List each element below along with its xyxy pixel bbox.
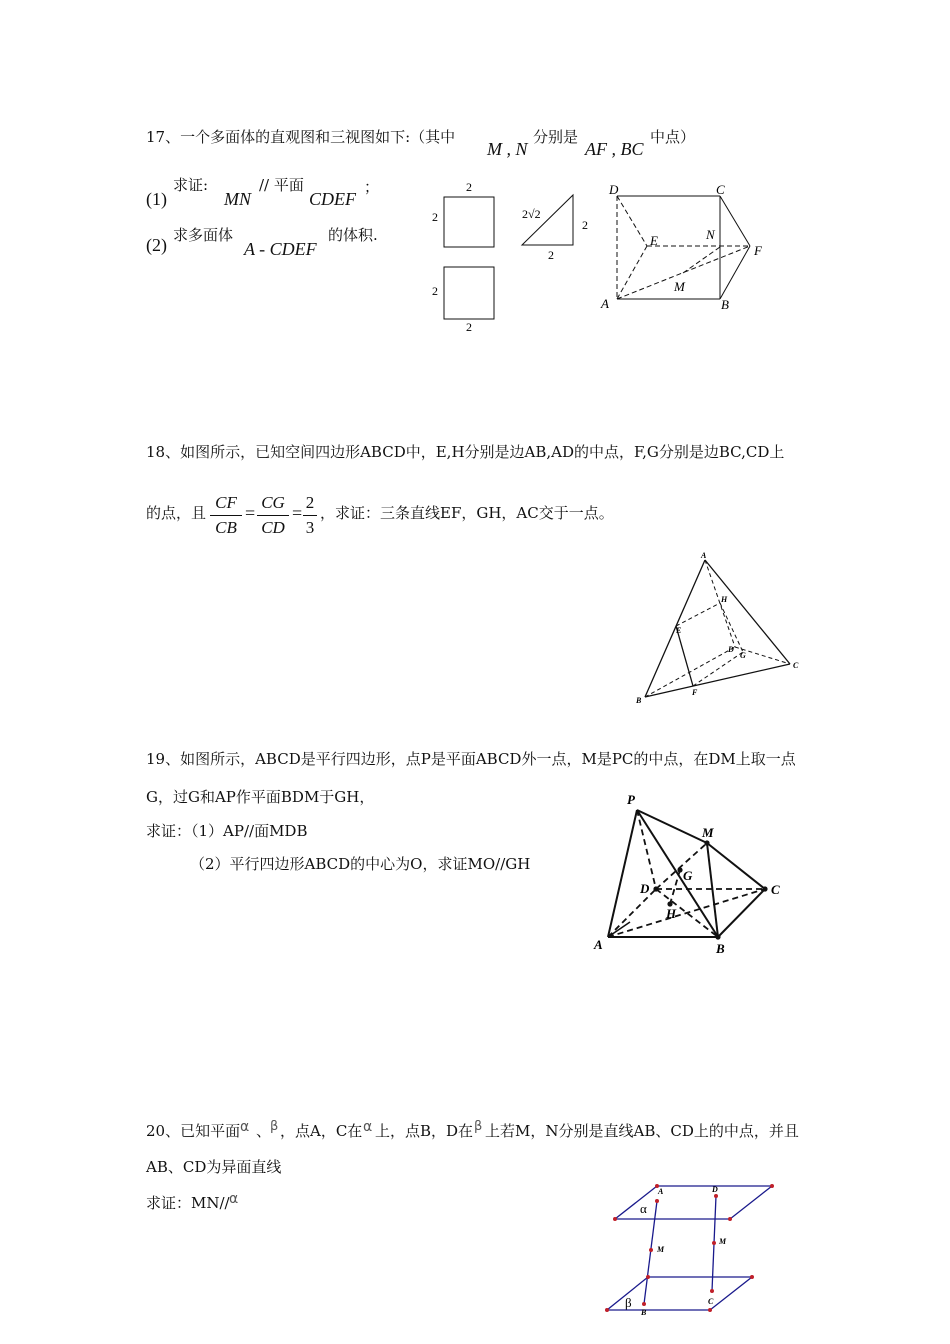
side-view-hyp-dim: 2√2 bbox=[522, 207, 541, 221]
q17-part2-number: (2) bbox=[146, 235, 167, 255]
q19-line1: 19、如图所示，ABCD是平行四边形，点P是平面ABCD外一点，M是PC的中点，在DM上取一点 bbox=[146, 750, 796, 768]
q20-label-d: D bbox=[712, 1185, 718, 1194]
q18-label-a: A bbox=[701, 551, 707, 560]
q20-line2: AB、CD为异面直线 bbox=[146, 1158, 282, 1176]
top-view-bottom-dim: 2 bbox=[466, 320, 472, 334]
q19-pyramid-figure bbox=[590, 790, 790, 955]
solid-label-f: F bbox=[754, 243, 762, 258]
front-view-square bbox=[444, 197, 494, 247]
q17-sep-text: 分别是 bbox=[533, 128, 579, 146]
q18-label-b: B bbox=[636, 696, 642, 705]
q20-line3: 求证：MN// bbox=[146, 1194, 230, 1212]
solid-label-d: D bbox=[609, 182, 619, 197]
solid-label-c: C bbox=[716, 182, 725, 197]
q17-part1-number: (1) bbox=[146, 189, 167, 209]
solid-label-a: A bbox=[601, 296, 609, 311]
q20-label-a: A bbox=[658, 1187, 664, 1196]
q20-label-b: B bbox=[641, 1308, 647, 1317]
side-view-bottom-dim: 2 bbox=[548, 248, 554, 262]
q18-line1: 18、如图所示，已知空间四边形ABCD中，E,H分别是边AB,AD的中点，F,G分别是边BC,CD上 bbox=[146, 443, 785, 461]
q18-label-f: F bbox=[692, 688, 698, 697]
q17-part1-parallel: // 平面 bbox=[259, 176, 304, 194]
q19-line2: G，过G和AP作平面BDM于GH， bbox=[146, 788, 375, 806]
q18-eq-1: = bbox=[245, 503, 256, 523]
q20-planes-figure bbox=[600, 1180, 790, 1320]
q18-fraction-two-thirds: 2 3 bbox=[303, 493, 317, 538]
q17-afbc-var: AF , BC bbox=[585, 139, 644, 159]
q17-part1-mn: MN bbox=[224, 189, 251, 209]
q20-label-m-right: M bbox=[719, 1237, 727, 1246]
q18-label-e: E bbox=[676, 626, 682, 635]
q17-part1-end: ； bbox=[364, 178, 380, 196]
q20-line1-a: 20、已知平面 bbox=[146, 1122, 241, 1140]
q17-three-views bbox=[420, 175, 600, 335]
q19-label-d: D bbox=[640, 881, 650, 896]
q20-dun: 、 bbox=[256, 1122, 272, 1140]
side-view-right-dim: 2 bbox=[582, 218, 588, 232]
q19-label-m: M bbox=[702, 825, 714, 840]
q20-beta-1: β bbox=[270, 1119, 279, 1134]
q18-eq-2: = bbox=[292, 503, 303, 523]
q20-line1-d: 上若M，N分别是直线AB、CD上的中点，并且 bbox=[485, 1122, 799, 1140]
q20-alpha-3: α bbox=[229, 1191, 239, 1207]
q20-label-alpha: α bbox=[640, 1201, 647, 1216]
q19-label-p: P bbox=[627, 792, 635, 807]
q20-line1-c: 上，点B，D在 bbox=[375, 1122, 474, 1140]
solid-label-n: N bbox=[706, 227, 715, 242]
q19-label-h: H bbox=[666, 906, 677, 921]
q20-label-m-left: M bbox=[657, 1245, 665, 1254]
q19-label-g: G bbox=[683, 868, 693, 883]
q19-label-c: C bbox=[771, 882, 780, 897]
q18-tetrahedron-figure bbox=[630, 550, 810, 710]
q18-fraction-cf-cb: CF CB bbox=[210, 493, 242, 538]
q20-label-beta: β bbox=[625, 1295, 632, 1310]
solid-label-b: B bbox=[721, 297, 729, 312]
q20-line1-b: ，点A，C在 bbox=[280, 1122, 363, 1140]
q17-solid-figure bbox=[600, 183, 770, 318]
q18-fraction-cg-cd: CG CD bbox=[257, 493, 289, 538]
q18-line2-b: ，求证：三条直线EF，GH，AC交于一点。 bbox=[320, 504, 614, 522]
q17-heading: 17、一个多面体的直观图和三视图如下:（其中 bbox=[146, 128, 456, 146]
solid-label-m: M bbox=[674, 279, 685, 294]
q19-line3: 求证：（1）AP//面MDB bbox=[146, 822, 308, 840]
q17-part2-solid: A - CDEF bbox=[244, 239, 317, 259]
q20-beta-2: β bbox=[474, 1119, 483, 1134]
q19-label-a: A bbox=[594, 937, 603, 952]
q17-mn-var: M , N bbox=[487, 139, 528, 159]
q19-line4: （2）平行四边形ABCD的中心为O，求证MO//GH bbox=[190, 855, 531, 873]
q17-part2-text: 求多面体 bbox=[173, 226, 234, 244]
q20-alpha-1: α bbox=[240, 1119, 250, 1135]
q17-part2-end: 的体积. bbox=[328, 226, 378, 244]
front-view-left-dim: 2 bbox=[432, 210, 438, 224]
q20-label-c: C bbox=[708, 1297, 714, 1306]
solid-label-e: E bbox=[650, 233, 658, 248]
q18-line2-a: 的点，且 bbox=[146, 504, 207, 522]
top-view-square bbox=[444, 267, 494, 319]
q18-label-d: D bbox=[728, 645, 734, 654]
q17-part1-cdef: CDEF bbox=[309, 189, 356, 209]
q18-label-h: H bbox=[721, 595, 728, 604]
q18-label-g: G bbox=[740, 651, 746, 660]
q17-part1-text: 求证: bbox=[173, 176, 209, 194]
q19-label-b: B bbox=[716, 941, 725, 956]
q17-tail-text: 中点） bbox=[650, 128, 696, 146]
q18-label-c: C bbox=[793, 661, 799, 670]
top-view-left-dim: 2 bbox=[432, 284, 438, 298]
q20-alpha-2: α bbox=[363, 1119, 373, 1135]
front-view-top-dim: 2 bbox=[466, 180, 472, 194]
